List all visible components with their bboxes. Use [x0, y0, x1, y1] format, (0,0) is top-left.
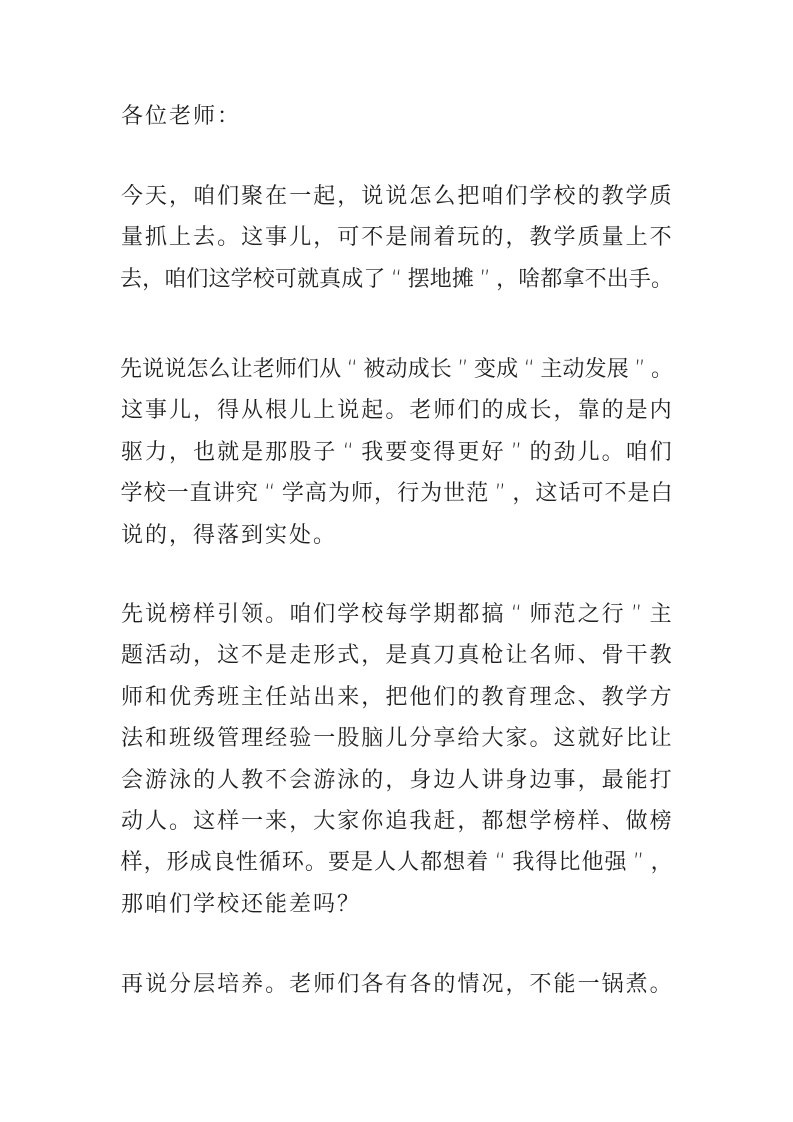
- paragraph-4-line: 再 说 分 层 培 养 。 老 师 们 各 有 各 的 情 况 ， 不 能 一 锅 煮 。: [120, 972, 672, 997]
- paragraph-2-line: 这 事 儿 ， 得 从 根 儿 上 说 起 。 老 师 们 的 成 长 ， 靠 的 是 内: [120, 398, 672, 424]
- paragraph-1-line: 去 ， 咱 们 这 学 校 可 就 真 成 了 “ 摆 地 摊 ” ， 啥 都 拿 不 出 手 。: [120, 266, 674, 292]
- paragraph-2-line: 先 说 说 怎 么 让 老 师 们 从 “ 被 动 成 长 ” 变 成 “ 主 动 发 展 ” 。: [120, 357, 674, 382]
- paragraph-3-line: 样 ， 形 成 良 性 循 环 。 要 是 人 人 都 想 着 “ 我 得 比 他 强 ” ，: [120, 850, 673, 876]
- paragraph-3-line: 会 游 泳 的 人 教 不 会 游 泳 的 ， 身 边 人 讲 身 边 事 ， 最 能 打: [120, 767, 672, 793]
- paragraph-3-line: 师 和 优 秀 班 主 任 站 出 来 ， 把 他 们 的 教 育 理 念 、 教 学 方: [120, 684, 672, 710]
- paragraph-3-line: 动 人 。 这 样 一 来 ， 大 家 你 追 我 赶 ， 都 想 学 榜 样 、 做 榜: [120, 809, 672, 834]
- paragraph-3-line: 题 活 动 ， 这 不 是 走 形 式 ， 是 真 刀 真 枪 让 名 师 、 骨 干 教: [120, 643, 672, 669]
- paragraph-3-line: 先 说 榜 样 引 领 。 咱 们 学 校 每 学 期 都 搞 “ 师 范 之 行 ” 主: [120, 602, 672, 627]
- paragraph-3-line: 那 咱 们 学 校 还 能 差 吗 ？: [120, 891, 359, 917]
- paragraph-2-line: 说 的 ， 得 落 到 实 处 。: [120, 522, 335, 548]
- paragraph-1-line: 今 天 ， 咱 们 聚 在 一 起 ， 说 说 怎 么 把 咱 们 学 校 的 教 学 质: [120, 184, 672, 209]
- paragraph-3-line: 法 和 班 级 管 理 经 验 一 股 脑 儿 分 享 给 大 家 。 这 就 好 比 让: [120, 726, 672, 752]
- salutation: 各 位 老 师 ：: [120, 104, 239, 129]
- paragraph-1-line: 量 抓 上 去 。 这 事 儿 ， 可 不 是 闹 着 玩 的 ， 教 学 质 量 上 不: [120, 225, 672, 251]
- paragraph-2-line: 驱 力 ， 也 就 是 那 股 子 “ 我 要 变 得 更 好 ” 的 劲 儿 。 咱 们: [120, 439, 672, 465]
- paragraph-2-line: 学 校 一 直 讲 究 “ 学 高 为 师 ， 行 为 世 范 ” ， 这 话 可 不 是 白: [120, 481, 673, 507]
